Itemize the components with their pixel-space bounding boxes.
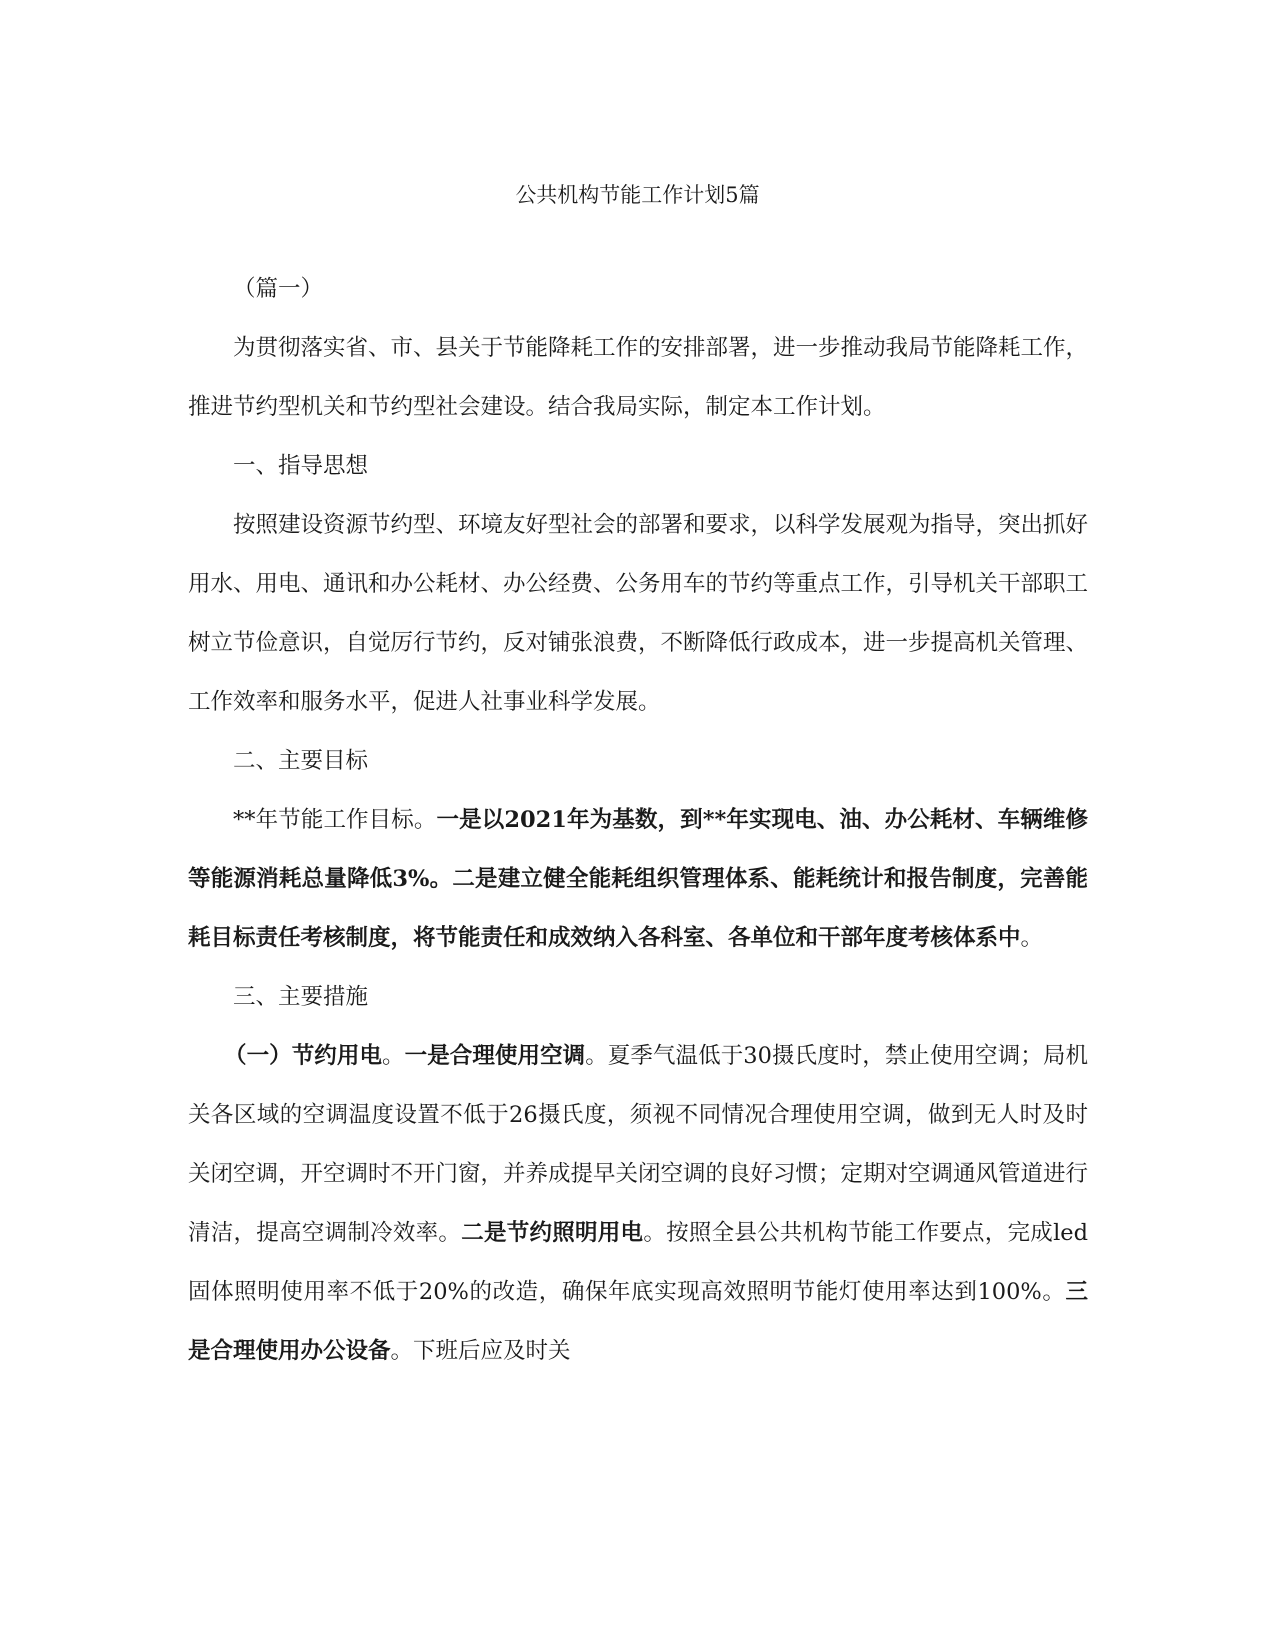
text-segment: 二、主要目标: [233, 748, 369, 774]
paragraph-main-goals: [188, 791, 1088, 968]
bold-text-segment: （一）节约用电: [224, 1043, 383, 1069]
document-body: [188, 260, 1088, 1381]
paragraph-save-electricity: [188, 1027, 1088, 1381]
bold-text-segment: 二是节约照明用电: [461, 1220, 644, 1246]
paragraph-intro: [188, 319, 1088, 437]
text-segment: 。按照全县公共机构节能工作要点，完成led固体照明使用率不低于20%的改造，确保年底实现高效照明节能灯使用率达到100%。: [188, 1220, 1088, 1305]
paragraph-part-label: [188, 260, 1088, 319]
text-segment: 。下班后应及时关: [390, 1338, 571, 1364]
text-segment: 一、指导思想: [233, 453, 369, 479]
bold-text-segment: 三是合理使用办公设备: [188, 1279, 1088, 1364]
text-segment: 。: [1020, 925, 1044, 951]
text-segment: 为贯彻落实省、市、县关于节能降耗工作的安排部署，进一步推动我局节能降耗工作，推进节约型机关和节约型社会建设。结合我局实际，制定本工作计划。: [188, 335, 1089, 420]
text-segment: 按照建设资源节约型、环境友好型社会的部署和要求，以科学发展观为指导，突出抓好用水、用电、通讯和办公耗材、办公经费、公务用车的节约等重点工作，引导机关干部职工树立节俭意识，自觉厉行节约，反对铺张浪费，不断降低行政成本，进一步提高机关管理、工作效率和服务水平，促进人社事业科学发展。: [188, 512, 1089, 715]
text-segment: **年节能工作目标。: [233, 807, 437, 833]
bold-text-segment: 一是以2021年为基数，到**年实现电、油、办公耗材、车辆维修等能源消耗总量降低3%。二是建立健全能耗组织管理体系、能耗统计和报告制度，完善能耗目标责任考核制度，将节能责任和成效纳入各科室、各单位和干部年度考核体系中: [188, 807, 1088, 951]
bold-text-segment: 一是合理使用空调: [404, 1043, 586, 1069]
text-segment: 。: [382, 1043, 405, 1069]
paragraph-guiding-ideology: [188, 496, 1088, 732]
section-heading-guiding-ideology: [188, 437, 1088, 496]
text-segment: 三、主要措施: [233, 984, 369, 1010]
section-heading-main-goals: [188, 732, 1088, 791]
text-segment: （篇一）: [233, 276, 324, 302]
text-segment: 。夏季气温低于30摄氏度时，禁止使用空调；局机关各区域的空调温度设置不低于26摄氏度，须视不同情况合理使用空调，做到无人时及时关闭空调，开空调时不开门窗，并养成提早关闭空调的良好习惯；定期对空调通风管道进行清洁，提高空调制冷效率。: [188, 1043, 1089, 1246]
document-title: 公共机构节能工作计划5篇: [515, 183, 760, 207]
section-heading-main-measures: [188, 968, 1088, 1027]
